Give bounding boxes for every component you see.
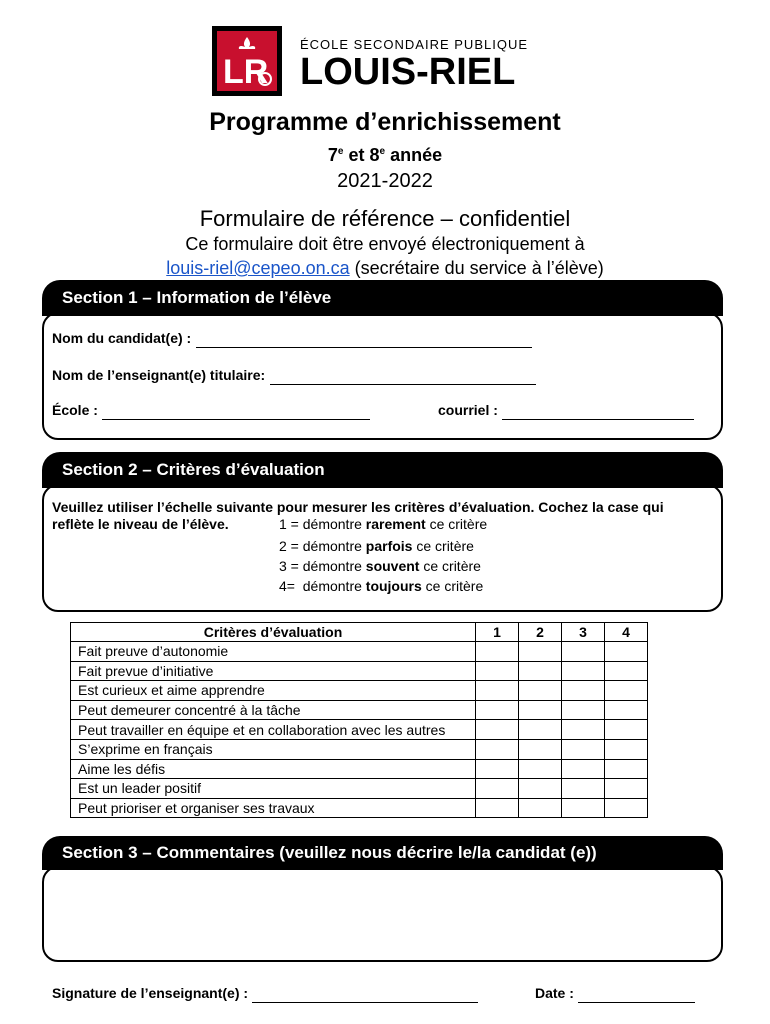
table-row: [71, 642, 648, 662]
signature-field: Signature de l’enseignant(e) :: [52, 985, 478, 1003]
col-header-4: 4: [605, 623, 648, 642]
table-row: [71, 700, 648, 720]
signature-input-line[interactable]: [252, 1002, 478, 1003]
section3-header: Section 3 – Commentaires (veuillez nous décrire le/la candidat (e)): [42, 836, 723, 870]
rating-cell[interactable]: [519, 759, 562, 779]
rating-cell[interactable]: [476, 779, 519, 799]
rating-cell[interactable]: [519, 779, 562, 799]
rating-cell[interactable]: [605, 798, 648, 818]
rating-cell[interactable]: [562, 779, 605, 799]
table-row: [71, 759, 648, 779]
criterion-label: Peut prioriser et organiser ses travaux: [71, 798, 476, 818]
logo-letters: LR: [223, 53, 269, 91]
table-header-row: [71, 623, 648, 642]
rating-cell[interactable]: [519, 661, 562, 681]
table-row: [71, 798, 648, 818]
rating-cell[interactable]: [562, 661, 605, 681]
rating-cell[interactable]: [476, 700, 519, 720]
rating-cell[interactable]: [476, 759, 519, 779]
school-name: LOUIS-RIEL: [300, 51, 516, 93]
criterion-label: Peut travailler en équipe et en collaboration avec les autres: [71, 720, 476, 740]
rating-cell[interactable]: [605, 661, 648, 681]
table-row: [71, 720, 648, 740]
rating-cell[interactable]: [605, 759, 648, 779]
criterion-label: Peut demeurer concentré à la tâche: [71, 700, 476, 720]
date-input-line[interactable]: [578, 1002, 695, 1003]
rating-cell[interactable]: [519, 739, 562, 759]
criterion-label: S’exprime en français: [71, 739, 476, 759]
col-header-2: 2: [519, 623, 562, 642]
table-row: [71, 681, 648, 701]
school-input-line[interactable]: [102, 419, 370, 420]
email-line: louis-riel@cepeo.on.ca (secrétaire du service à l’élève): [166, 258, 604, 278]
rating-cell[interactable]: [605, 681, 648, 701]
rating-cell[interactable]: [519, 720, 562, 740]
instruction-text: Ce formulaire doit être envoyé électroniquement à: [185, 234, 585, 254]
grade-level: 7e et 8e année: [327, 145, 443, 165]
rating-cell[interactable]: [562, 759, 605, 779]
candidate-field: Nom du candidat(e) :: [52, 330, 532, 348]
rating-cell[interactable]: [476, 681, 519, 701]
rating-cell[interactable]: [562, 681, 605, 701]
scale-item-2: 2 = démontre parfois ce critère: [279, 538, 474, 554]
rating-cell[interactable]: [519, 700, 562, 720]
rating-cell[interactable]: [605, 642, 648, 662]
rating-cell[interactable]: [605, 720, 648, 740]
criterion-label: Fait preuve d’autonomie: [71, 642, 476, 662]
rating-cell[interactable]: [476, 798, 519, 818]
criterion-label: Est curieux et aime apprendre: [71, 681, 476, 701]
table-row: [71, 661, 648, 681]
rating-cell[interactable]: [605, 700, 648, 720]
rating-cell[interactable]: [519, 642, 562, 662]
teacher-field: Nom de l’enseignant(e) titulaire:: [52, 367, 536, 385]
rating-cell[interactable]: [519, 681, 562, 701]
criterion-label: Aime les défis: [71, 759, 476, 779]
comments-box[interactable]: [42, 866, 723, 962]
rating-cell[interactable]: [562, 700, 605, 720]
section2-header: Section 2 – Critères d’évaluation: [42, 452, 723, 488]
criteria-header: Critères d’évaluation: [71, 623, 476, 642]
date-field: Date :: [535, 985, 695, 1003]
email-input-line[interactable]: [502, 419, 694, 420]
rating-cell[interactable]: [476, 642, 519, 662]
teacher-input-line[interactable]: [270, 384, 536, 385]
school-subtitle: ÉCOLE SECONDAIRE PUBLIQUE: [300, 37, 528, 52]
rating-cell[interactable]: [519, 798, 562, 818]
col-header-3: 3: [562, 623, 605, 642]
rating-cell[interactable]: [476, 720, 519, 740]
rating-cell[interactable]: [562, 642, 605, 662]
email-link[interactable]: louis-riel@cepeo.on.ca: [166, 258, 350, 278]
candidate-input-line[interactable]: [196, 347, 532, 348]
school-year: 2021-2022: [337, 170, 433, 192]
rating-cell[interactable]: [476, 661, 519, 681]
form-title: Formulaire de référence – confidentiel: [199, 206, 571, 231]
rating-cell[interactable]: [605, 739, 648, 759]
school-logo: [212, 26, 282, 96]
criteria-table: [70, 622, 648, 818]
school-field: École :: [52, 402, 370, 420]
rating-cell[interactable]: [562, 720, 605, 740]
email-field: courriel :: [438, 402, 694, 420]
col-header-1: 1: [476, 623, 519, 642]
rating-cell[interactable]: [562, 798, 605, 818]
rating-cell[interactable]: [562, 739, 605, 759]
section2-intro-line2: reflète le niveau de l’élève.: [52, 516, 229, 532]
page-title: Programme d’enrichissement: [209, 108, 561, 136]
criterion-label: Est un leader positif: [71, 779, 476, 799]
table-row: [71, 739, 648, 759]
scale-item-4: 4= démontre toujours ce critère: [279, 578, 484, 594]
scale-item-3: 3 = démontre souvent ce critère: [279, 558, 481, 574]
rating-cell[interactable]: [605, 779, 648, 799]
criterion-label: Fait prevue d’initiative: [71, 661, 476, 681]
section2-intro-line1: Veuillez utiliser l’échelle suivante pour mesurer les critères d’évaluation. Cochez la case qui: [52, 499, 664, 515]
table-row: [71, 779, 648, 799]
scale-item-1: 1 = démontre rarement ce critère: [279, 516, 488, 532]
logo-emblem-icon: [217, 31, 277, 91]
rating-cell[interactable]: [476, 739, 519, 759]
section1-header: Section 1 – Information de l’élève: [42, 280, 723, 316]
